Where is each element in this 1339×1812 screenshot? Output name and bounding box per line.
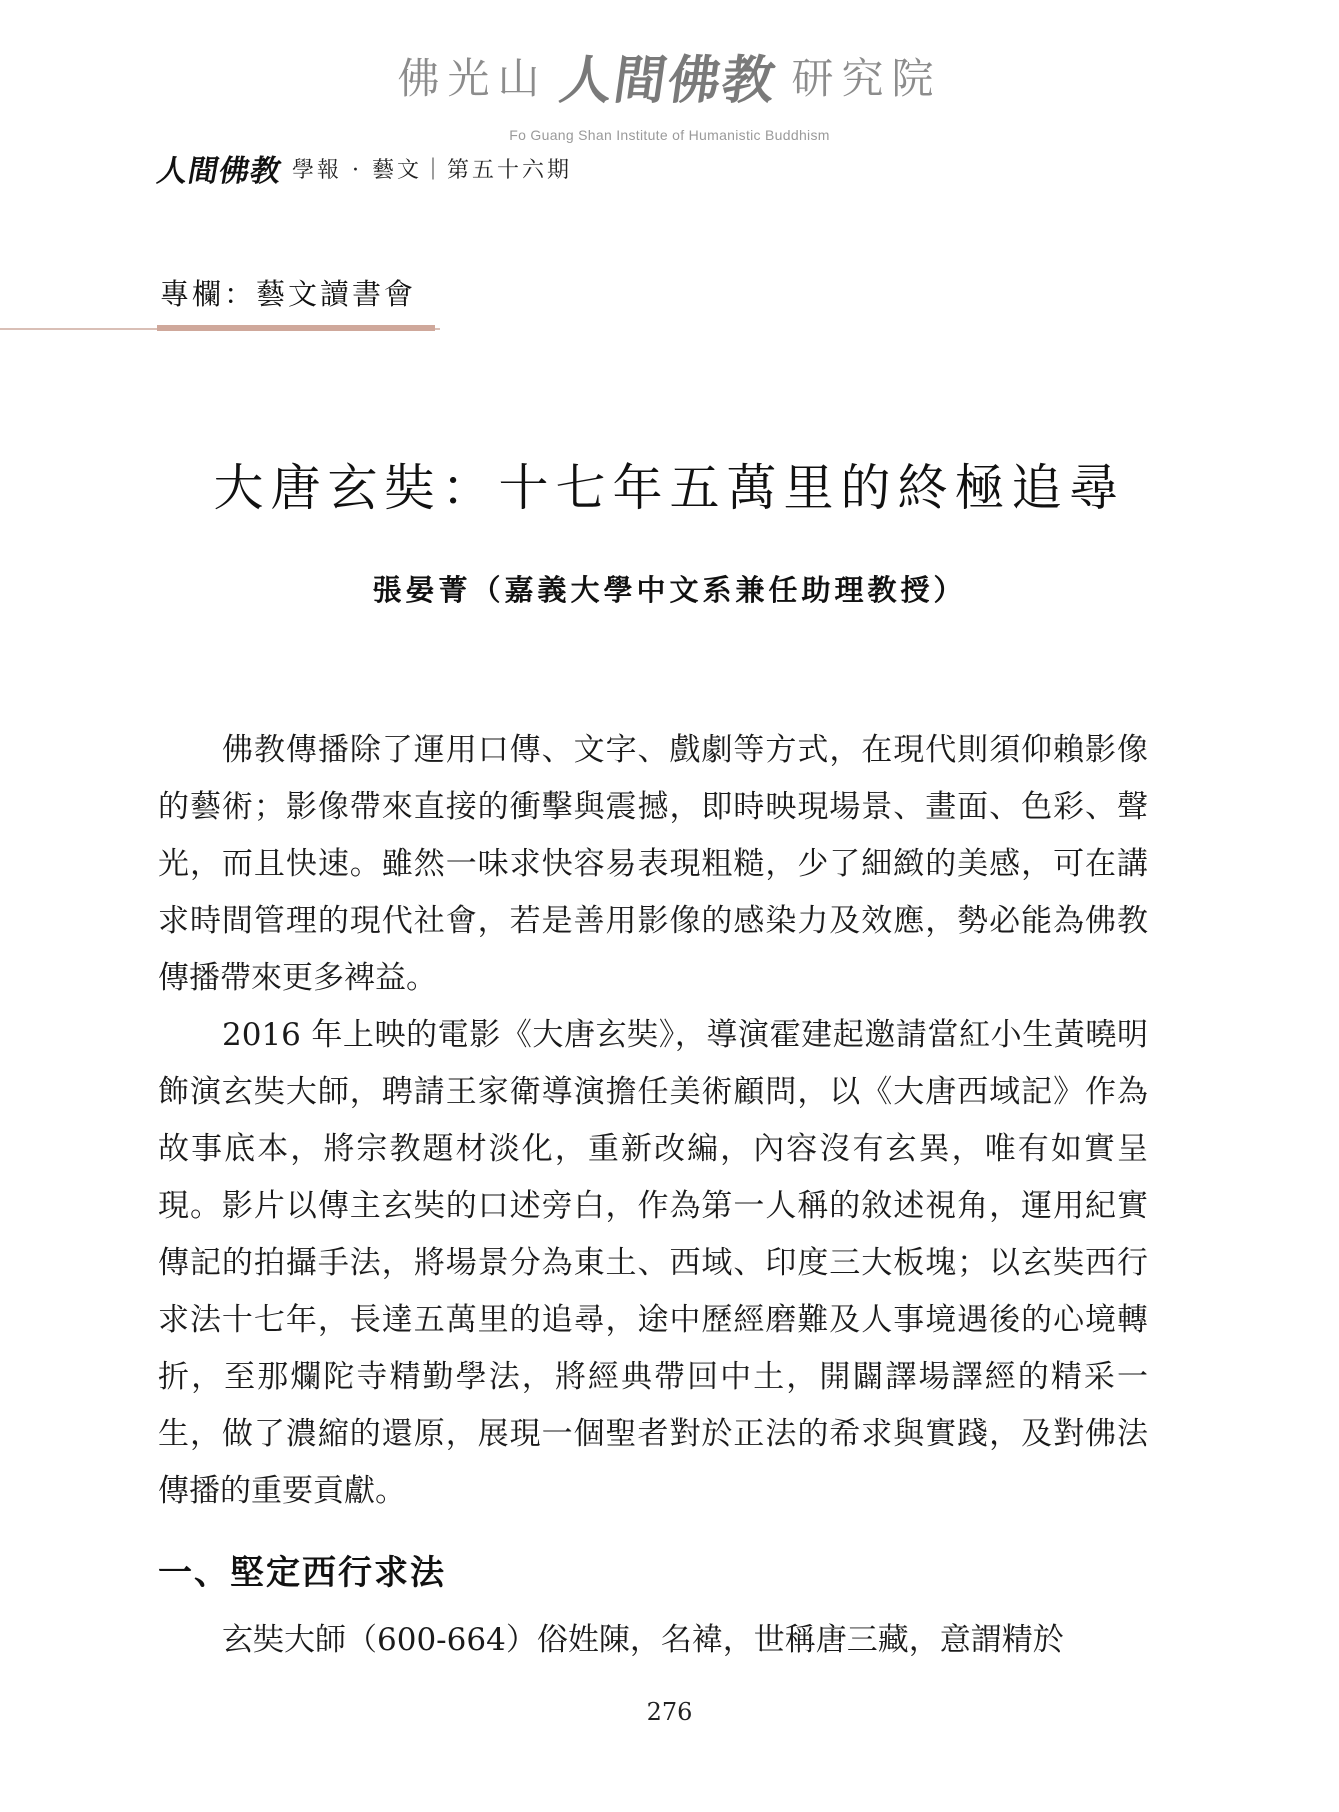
masthead-right: 研究院 [791, 53, 942, 103]
article-body [158, 722, 1148, 1520]
page-number: 276 [646, 1698, 693, 1726]
body-paragraph: 2016 年上映的電影《大唐玄奘》，導演霍建起邀請當紅小生黃曉明飾演玄奘大師，聘請王家衛導演擔任美術顧問，以《大唐西域記》作為故事底本，將宗教題材淡化，重新改編，內容沒有玄異，唯有如實呈現。影片以傳主玄奘的口述旁白，作為第一人稱的敘述視角，運用紀實傳記的拍攝手法，將場景分為東土、西域、印度三大板塊；以玄奘西行求法十七年，長達五萬里的追尋，途中歷經磨難及人事境遇後的心境轉折，至那爛陀寺精勤學法，將經典帶回中土，開闢譯場譯經的精采一生，做了濃縮的還原，展現一個聖者對於正法的希求與實踐，及對佛法傳播的重要貢獻。 [158, 1017, 1148, 1509]
body-paragraph: 佛教傳播除了運用口傳、文字、戲劇等方式，在現代則須仰賴影像的藝術；影像帶來直接的衝擊與震撼，即時映現場景、畫面、色彩、聲光，而且快速。雖然一味求快容易表現粗糙，少了細緻的美感，可在講求時間管理的現代社會，若是善用影像的感染力及效應，勢必能為佛教傳播帶來更多裨益。 [158, 732, 1148, 996]
journal-brand: 人間佛教 [154, 154, 285, 189]
masthead-left: 佛光山 [397, 53, 548, 103]
journal-header [154, 146, 572, 190]
section-heading: 一、堅定西行求法 [158, 1553, 446, 1593]
section-body [158, 1612, 1148, 1669]
masthead-english: Fo Guang Shan Institute of Humanistic Buddhism [509, 127, 830, 143]
body-paragraph: 玄奘大師（600-664）俗姓陳，名褘，世稱唐三藏，意謂精於 [222, 1622, 1064, 1658]
masthead-brand: 人間佛教 [556, 51, 781, 111]
journal-info: 學報 · 藝文｜第五十六期 [292, 157, 572, 183]
column-underline [157, 325, 435, 331]
article-title: 大唐玄奘：十七年五萬里的終極追尋 [213, 459, 1126, 517]
column-label: 專欄：藝文讀書會 [160, 277, 417, 311]
masthead [0, 38, 1339, 143]
masthead-logo [397, 38, 941, 113]
article-author: 張晏菁（嘉義大學中文系兼任助理教授） [372, 573, 967, 607]
